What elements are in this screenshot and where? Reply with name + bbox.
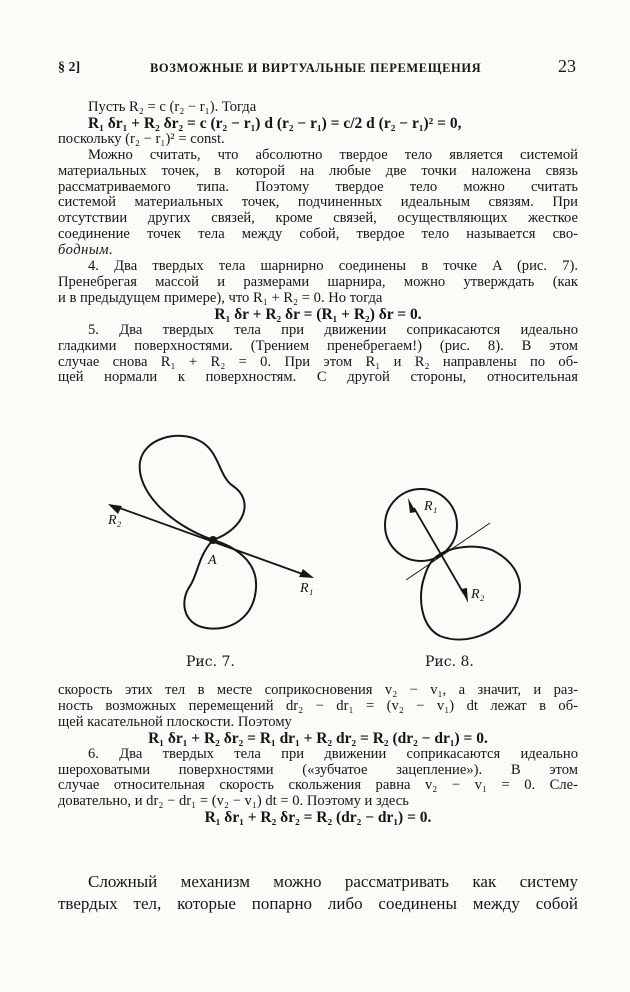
page-number: 23 [558, 56, 576, 76]
text-block-middle [58, 683, 578, 826]
running-header [58, 56, 582, 82]
text-line: твердых тел, которые попарно либо соединены между собой [58, 894, 578, 913]
fig8-label-r2: R₂ [471, 587, 485, 602]
fig8-caption: Рис. 8. [425, 654, 474, 668]
text-line: бодным. [58, 242, 114, 259]
text-line: случае снова R₁ + R₂ = 0. При этом R₁ и R₂ направлены по об- [58, 353, 578, 370]
text-line: скорость этих тел в месте соприкосновения v₂ − v₁, а значит, и раз- [58, 682, 578, 698]
text-line: ность возможных перемещений dr₂ − dr₁ = (v₂ − v₁) dt лежат в об- [58, 697, 578, 714]
section-number: § 2] [58, 60, 81, 75]
text-line: материальных точек, в которой на любые две точки наложена связь [58, 162, 578, 179]
text-line: поскольку (r₂ − r₁)² = const. [58, 130, 225, 147]
text-line: Пусть R₂ = c (r₂ − r₁). Тогда [88, 99, 257, 115]
text-line: довательно, и dr₂ − dr₁ = (v₂ − v₁) dt = 0. Поэтому и здесь [58, 793, 409, 810]
text-line: рассматриваемого типа. Поэтому твердое тело можно считать [58, 178, 578, 195]
equation: R₁ δr₁ + R₂ δr₂ = R₂ (dr₂ − dr₁) = 0. [204, 809, 432, 827]
fig7-label-a: A [208, 553, 217, 568]
fig7-caption: Рис. 7. [186, 654, 235, 668]
figures [58, 428, 578, 668]
fig7-hinge-point [209, 536, 217, 544]
text-line: отсутствии других связей, кроме связей, осуществляющих жесткое [58, 210, 578, 227]
fig7-label-r1: R₁ [300, 581, 314, 596]
text-line: щей нормали к поверхностям. С другой стороны, относительная [58, 369, 578, 386]
fig8-arrow-r1 [408, 498, 416, 513]
text-line: Можно считать, что абсолютно твердое тело является системой [88, 146, 578, 163]
fig8-label-r1: R₁ [424, 499, 438, 514]
equation: R₁ δr₁ + R₂ δr₂ = R₁ dr₁ + R₂ dr₂ = R₂ (dr₂ − dr₁) = 0. [148, 729, 488, 747]
text-line: соединение точек тела между собой, твердое тело называется сво- [58, 226, 578, 243]
text-line: 4. Два твердых тела шарнирно соединены в точке A (рис. 7). [88, 258, 578, 275]
figure-svg [58, 428, 578, 668]
text-line: 5. Два твердых тела при движении соприкасаются идеально [88, 321, 578, 338]
fig7-arrow-r1 [299, 569, 314, 578]
text-line: гладкими поверхностями. (Трением пренебрегаем!) (рис. 8). В этом [58, 337, 578, 354]
text-block-top [58, 100, 578, 386]
fig8-tangent-line [406, 523, 490, 580]
equation: R₁ δr₁ + R₂ δr₂ = c (r₂ − r₁) d (r₂ − r₁) = c/2 d (r₂ − r₁)² = 0, [88, 114, 462, 132]
figure-7 [107, 436, 314, 668]
text-line: случае относительная скорость скольжения равна v₂ − v₁ = 0. Сле- [58, 777, 578, 794]
text-line: Сложный механизм можно рассматривать как систему [88, 872, 578, 891]
fig8-arrow-r2 [461, 588, 468, 603]
text-line: Пренебрегая массой и размерами шарнира, можно утверждать (как [58, 273, 578, 290]
text-line: и в предыдущем примере), что R₁ + R₂ = 0. Но тогда [58, 289, 383, 306]
text-block-bottom [58, 871, 578, 915]
fig7-upper-body [140, 436, 245, 540]
fig7-label-r2: R₂ [108, 513, 122, 528]
text-line: 6. Два твердых тела при движении соприкасаются идеально [88, 745, 578, 762]
figure-8 [385, 489, 520, 668]
running-title: ВОЗМОЖНЫЕ И ВИРТУАЛЬНЫЕ ПЕРЕМЕЩЕНИЯ [150, 61, 482, 75]
text-line: системой материальных точек, подчиненных идеальным связям. При [58, 194, 578, 211]
text-line: щей касательной плоскости. Поэтому [58, 713, 292, 730]
equation: R₁ δr + R₂ δr = (R₁ + R₂) δr = 0. [214, 305, 422, 323]
text-line: шероховатыми поверхностями («зубчатое зацепление»). В этом [58, 761, 578, 778]
